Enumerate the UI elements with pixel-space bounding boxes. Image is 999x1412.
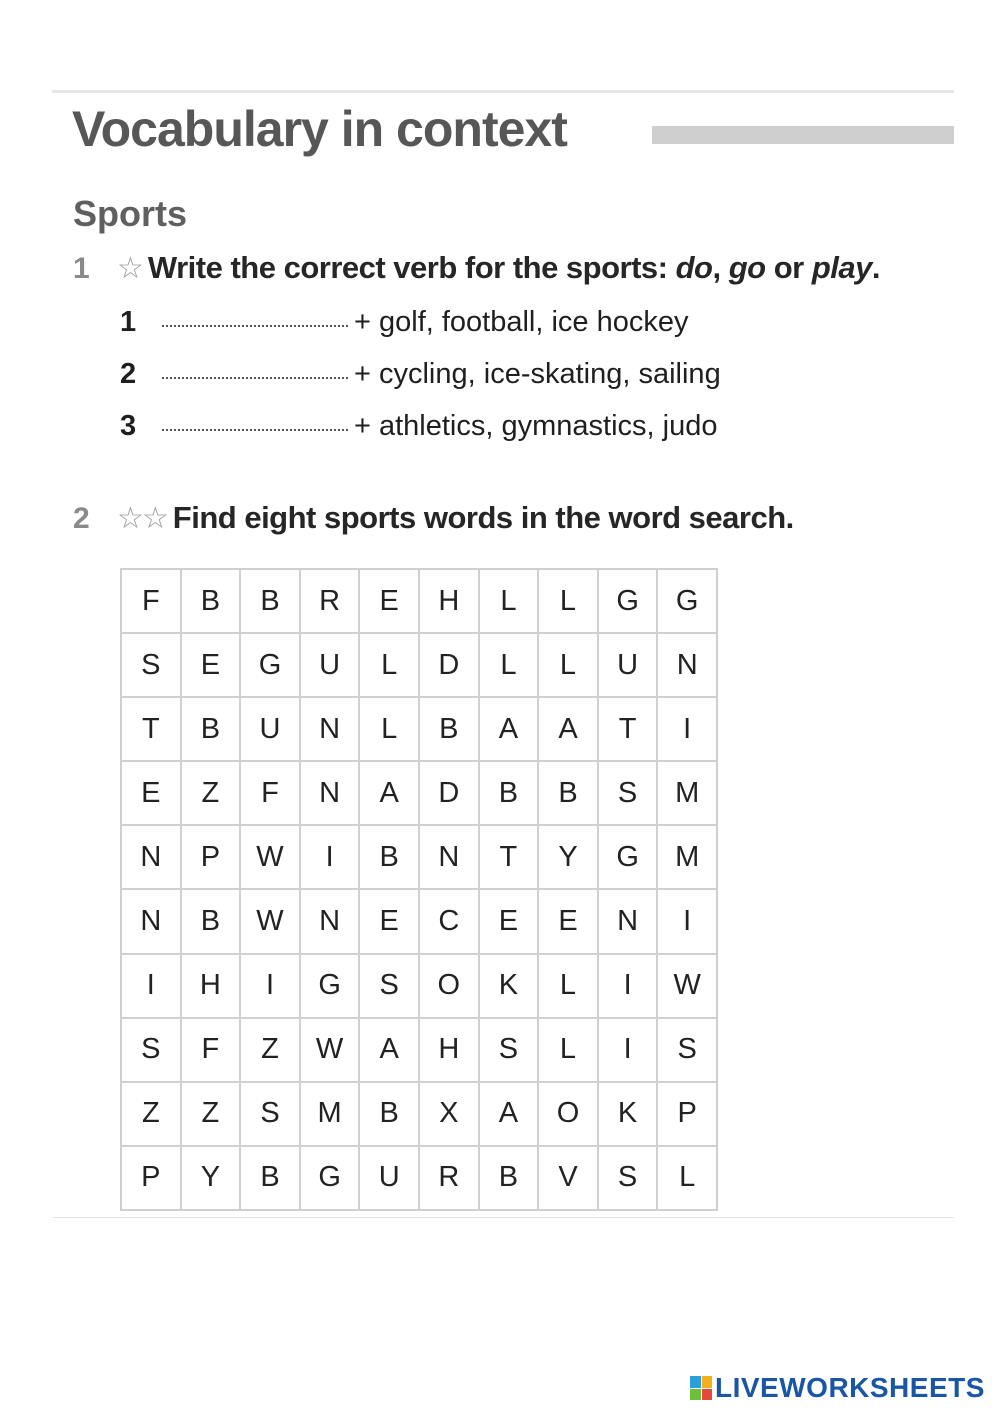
grid-cell[interactable]: I: [240, 954, 300, 1018]
grid-cell[interactable]: P: [181, 825, 241, 889]
exercise-1-item: [120, 358, 721, 391]
exercise-1-item: [120, 410, 717, 443]
item-number: 2: [120, 358, 137, 390]
grid-cell[interactable]: B: [240, 1146, 300, 1210]
grid-cell[interactable]: S: [598, 761, 658, 825]
grid-cell[interactable]: I: [598, 1018, 658, 1082]
grid-cell[interactable]: M: [657, 761, 717, 825]
grid-cell[interactable]: B: [181, 697, 241, 761]
grid-cell[interactable]: R: [419, 1146, 479, 1210]
grid-cell[interactable]: A: [479, 697, 539, 761]
grid-cell[interactable]: Y: [181, 1146, 241, 1210]
grid-cell[interactable]: O: [538, 1082, 598, 1146]
grid-cell[interactable]: X: [419, 1082, 479, 1146]
grid-cell[interactable]: E: [181, 633, 241, 697]
grid-cell[interactable]: S: [121, 1018, 181, 1082]
grid-cell[interactable]: B: [479, 761, 539, 825]
grid-cell[interactable]: S: [598, 1146, 658, 1210]
grid-cell[interactable]: U: [240, 697, 300, 761]
grid-cell[interactable]: A: [359, 761, 419, 825]
grid-cell[interactable]: V: [538, 1146, 598, 1210]
grid-cell[interactable]: B: [181, 569, 241, 633]
grid-cell[interactable]: T: [121, 697, 181, 761]
grid-cell[interactable]: U: [359, 1146, 419, 1210]
exercise-number: 1: [73, 252, 90, 285]
grid-cell[interactable]: D: [419, 761, 479, 825]
grid-cell[interactable]: K: [479, 954, 539, 1018]
grid-cell[interactable]: H: [419, 569, 479, 633]
grid-cell[interactable]: G: [598, 825, 658, 889]
logo-icon: [690, 1376, 712, 1400]
grid-cell[interactable]: R: [300, 569, 360, 633]
grid-cell[interactable]: E: [479, 889, 539, 953]
grid-cell[interactable]: L: [657, 1146, 717, 1210]
answer-blank[interactable]: [162, 429, 348, 431]
grid-cell[interactable]: I: [598, 954, 658, 1018]
grid-cell[interactable]: W: [240, 825, 300, 889]
grid-cell[interactable]: E: [121, 761, 181, 825]
grid-cell[interactable]: Z: [121, 1082, 181, 1146]
grid-cell[interactable]: B: [240, 569, 300, 633]
grid-cell[interactable]: S: [359, 954, 419, 1018]
grid-cell[interactable]: B: [479, 1146, 539, 1210]
grid-cell[interactable]: H: [419, 1018, 479, 1082]
grid-cell[interactable]: A: [479, 1082, 539, 1146]
grid-cell[interactable]: G: [300, 954, 360, 1018]
grid-cell[interactable]: T: [479, 825, 539, 889]
grid-cell[interactable]: N: [300, 761, 360, 825]
grid-cell[interactable]: Z: [181, 1082, 241, 1146]
grid-cell[interactable]: I: [657, 697, 717, 761]
grid-cell[interactable]: N: [300, 697, 360, 761]
grid-cell[interactable]: B: [538, 761, 598, 825]
grid-cell[interactable]: Z: [240, 1018, 300, 1082]
grid-cell[interactable]: P: [657, 1082, 717, 1146]
grid-cell[interactable]: L: [538, 633, 598, 697]
section-title: Sports: [73, 193, 188, 234]
answer-blank[interactable]: [162, 325, 348, 327]
brand-name: LIVEWORKSHEETS: [715, 1372, 985, 1403]
grid-cell[interactable]: H: [181, 954, 241, 1018]
grid-cell[interactable]: B: [419, 697, 479, 761]
grid-cell[interactable]: G: [598, 569, 658, 633]
grid-cell[interactable]: Y: [538, 825, 598, 889]
star-icon: ☆☆: [117, 502, 167, 535]
page-title: Vocabulary in context: [72, 101, 567, 157]
grid-cell[interactable]: L: [538, 569, 598, 633]
grid-cell[interactable]: N: [300, 889, 360, 953]
grid-cell[interactable]: B: [181, 889, 241, 953]
grid-cell[interactable]: F: [121, 569, 181, 633]
word-search-grid: [120, 568, 718, 1211]
grid-cell[interactable]: L: [359, 633, 419, 697]
grid-cell[interactable]: S: [121, 633, 181, 697]
grid-cell[interactable]: I: [121, 954, 181, 1018]
grid-cell[interactable]: G: [300, 1146, 360, 1210]
answer-blank[interactable]: [162, 377, 348, 379]
item-text: + athletics, gymnastics, judo: [354, 410, 718, 442]
top-divider: [52, 90, 954, 93]
grid-cell[interactable]: O: [419, 954, 479, 1018]
grid-cell[interactable]: B: [359, 1082, 419, 1146]
grid-cell[interactable]: F: [181, 1018, 241, 1082]
grid-cell[interactable]: S: [657, 1018, 717, 1082]
grid-cell[interactable]: N: [598, 889, 658, 953]
grid-cell[interactable]: S: [479, 1018, 539, 1082]
exercise-1-item: [120, 306, 689, 339]
exercise-1-instruction: Write the correct verb for the sports: do, go or play.: [147, 250, 880, 285]
brand-logo: [690, 1372, 985, 1404]
grid-cell[interactable]: P: [121, 1146, 181, 1210]
grid-cell[interactable]: S: [240, 1082, 300, 1146]
grid-cell[interactable]: Z: [181, 761, 241, 825]
grid-cell[interactable]: U: [300, 633, 360, 697]
grid-cell[interactable]: L: [479, 569, 539, 633]
title-decoration-bar: [652, 126, 954, 144]
item-number: 3: [120, 410, 137, 442]
exercise-number: 2: [73, 502, 90, 535]
item-text: + golf, football, ice hockey: [354, 306, 689, 338]
grid-cell[interactable]: A: [359, 1018, 419, 1082]
grid-cell[interactable]: G: [240, 633, 300, 697]
bottom-divider: [52, 1217, 954, 1218]
grid-cell[interactable]: L: [359, 697, 419, 761]
grid-cell[interactable]: N: [121, 889, 181, 953]
grid-cell[interactable]: F: [240, 761, 300, 825]
grid-cell[interactable]: W: [240, 889, 300, 953]
exercise-2-instruction: Find eight sports words in the word search.: [172, 500, 794, 535]
grid-cell[interactable]: L: [538, 954, 598, 1018]
grid-cell[interactable]: T: [598, 697, 658, 761]
item-number: 1: [120, 306, 137, 338]
grid-cell[interactable]: A: [538, 697, 598, 761]
exercise-2-heading: [73, 500, 794, 536]
exercise-1-heading: [73, 250, 880, 286]
grid-cell[interactable]: L: [479, 633, 539, 697]
grid-cell[interactable]: E: [359, 889, 419, 953]
grid-cell[interactable]: I: [300, 825, 360, 889]
item-text: + cycling, ice-skating, sailing: [354, 358, 721, 390]
grid-cell[interactable]: E: [359, 569, 419, 633]
grid-cell[interactable]: M: [657, 825, 717, 889]
grid-cell[interactable]: I: [657, 889, 717, 953]
grid-cell[interactable]: N: [121, 825, 181, 889]
star-icon: ☆: [117, 252, 142, 285]
grid-cell[interactable]: B: [359, 825, 419, 889]
grid-cell[interactable]: E: [538, 889, 598, 953]
grid-cell[interactable]: C: [419, 889, 479, 953]
grid-cell[interactable]: M: [300, 1082, 360, 1146]
grid-cell[interactable]: N: [657, 633, 717, 697]
grid-cell[interactable]: W: [300, 1018, 360, 1082]
grid-cell[interactable]: G: [657, 569, 717, 633]
grid-cell[interactable]: U: [598, 633, 658, 697]
grid-cell[interactable]: W: [657, 954, 717, 1018]
grid-cell[interactable]: N: [419, 825, 479, 889]
grid-cell[interactable]: K: [598, 1082, 658, 1146]
grid-cell[interactable]: L: [538, 1018, 598, 1082]
grid-cell[interactable]: D: [419, 633, 479, 697]
